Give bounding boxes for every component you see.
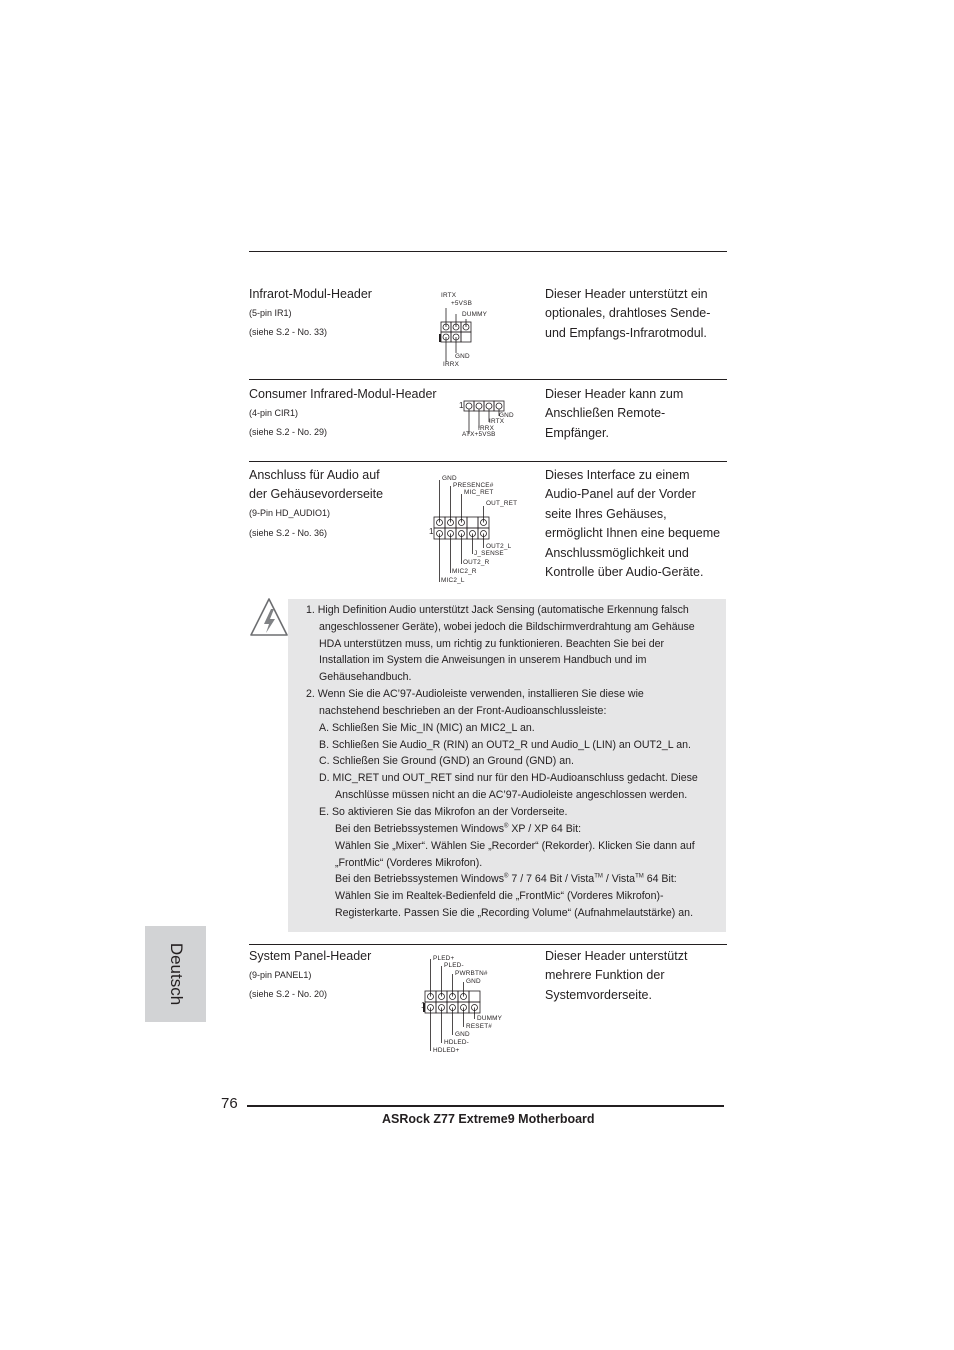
section-title: Consumer Infrared-Modul-Header	[249, 387, 437, 401]
desc-line: ermöglicht Ihnen eine bequeme	[545, 526, 721, 541]
desc-line: Dieser Header kann zum	[545, 387, 684, 401]
desc-line: und Empfangs-Infrarotmodul.	[545, 325, 707, 340]
desc-line: Anschlussmöglichkeit und	[545, 545, 689, 560]
section-divider	[249, 461, 727, 462]
section-title: Infrarot-Modul-Header	[249, 287, 372, 301]
desc-line: mehrere Funktion der	[545, 968, 665, 983]
section-divider	[249, 379, 727, 380]
desc-line: Dieser Header unterstützt ein	[545, 287, 708, 301]
note-line: E. So aktivieren Sie das Mikrofon an der Vorderseite.	[319, 806, 568, 818]
section-ref: (siehe S.2 - No. 36)	[249, 528, 328, 538]
section-title	[249, 466, 383, 504]
note-line: HDA unterstützen muss, um richtig zu funktionieren. Beachten Sie bei der	[319, 638, 665, 650]
pin-label: PLED-	[444, 962, 464, 969]
note-line: 2. Wenn Sie die AC’97-Audioleiste verwenden, installieren Sie diese wie	[306, 688, 644, 700]
note-line: D. MIC_RET und OUT_RET sind nur für den HD-Audioanschluss gedacht. Diese	[319, 772, 698, 784]
section-description	[545, 385, 683, 443]
desc-line: Kontrolle über Audio-Geräte.	[545, 565, 704, 580]
section-description	[545, 285, 710, 343]
note-line: Gehäusehandbuch.	[319, 671, 412, 683]
pin-label: IRTX	[489, 418, 505, 425]
pin-label: HDLED+	[433, 1047, 460, 1054]
pin-label: J_SENSE	[474, 550, 504, 557]
desc-line: Dieses Interface zu einem	[545, 468, 690, 482]
pin-label: GND	[455, 1031, 470, 1038]
pin-label: IRTX	[441, 292, 457, 299]
pin-label: MIC_RET	[464, 489, 494, 496]
pin-label: PLED+	[433, 955, 455, 962]
pin-label: GND	[466, 978, 481, 985]
pin-label: OUT2_L	[486, 543, 512, 550]
pin-label: MIC2_L	[441, 577, 465, 584]
section-description	[545, 466, 720, 582]
note-line: nachstehend beschrieben an der Front-Audioanschlussleiste:	[319, 705, 607, 717]
pin-label: PWRBTN#	[455, 970, 488, 977]
pin-label: OUT2_R	[463, 559, 490, 566]
footer-rule	[247, 1105, 724, 1107]
pin-label: ATX+5VSB	[462, 431, 496, 438]
title-line: der Gehäusevorderseite	[249, 487, 384, 501]
section-ref: (siehe S.2 - No. 33)	[249, 327, 328, 337]
section-description	[545, 947, 687, 1005]
desc-line: optionales, drahtloses Sende-	[545, 306, 711, 321]
note-line: Wählen Sie im Realtek-Bedienfeld die „FrontMic“ (Vorderes Mikrofon)-	[335, 890, 664, 902]
pin-label: HDLED-	[444, 1039, 469, 1046]
pin-label: +5VSB	[451, 300, 473, 307]
pin-label: RESET#	[466, 1023, 493, 1030]
title-line: Anschluss für Audio auf	[249, 468, 380, 482]
note-line: B. Schließen Sie Audio_R (RIN) an OUT2_R und Audio_L (LIN) an OUT2_L an.	[319, 739, 691, 751]
desc-line: Systemvorderseite.	[545, 987, 652, 1002]
top-rule	[249, 251, 727, 252]
desc-line: Empfänger.	[545, 425, 609, 440]
pin-label: IRRX	[478, 425, 495, 432]
pin1-marker: 1	[429, 527, 434, 536]
pin-label: OUT_RET	[486, 500, 518, 507]
note-line: Bei den Betriebssystemen Windows® 7 / 7 64 Bit / Vista™ / Vista™ 64 Bit:	[335, 873, 677, 885]
desc-line: Anschließen Remote-	[545, 406, 666, 421]
section-spec: (5-pin IR1)	[249, 308, 292, 318]
pin-label: DUMMY	[477, 1015, 503, 1022]
product-name: ASRock Z77 Extreme9 Motherboard	[382, 1112, 595, 1126]
note-line: angeschlossener Geräte), wobei jedoch die Bildschirmverdrahtung am Gehäuse	[319, 621, 695, 633]
note-line: Installation im System die Anweisungen in unserem Handbuch und im	[319, 654, 647, 666]
pin-label: PRESENCE#	[453, 482, 494, 489]
pin-label: DUMMY	[462, 311, 488, 318]
language-side-tab	[145, 926, 206, 1022]
desc-line: Dieser Header unterstützt	[545, 949, 688, 963]
section-ref: (siehe S.2 - No. 20)	[249, 989, 328, 999]
note-line: A. Schließen Sie Mic_IN (MIC) an MIC2_L an.	[319, 722, 535, 734]
note-line: C. Schließen Sie Ground (GND) an Ground (GND) an.	[319, 755, 574, 767]
desc-line: Audio-Panel auf der Vorder	[545, 487, 696, 502]
section-spec: (4-pin CIR1)	[249, 408, 299, 418]
pin-label: GND	[499, 412, 514, 419]
note-line: Wählen Sie „Mixer“. Wählen Sie „Recorder“ (Rekorder). Klicken Sie dann auf	[335, 840, 695, 852]
pin-label: MIC2_R	[452, 568, 477, 575]
section-spec: (9-Pin HD_AUDIO1)	[249, 508, 331, 518]
page-number: 76	[221, 1095, 238, 1112]
section-ref: (siehe S.2 - No. 29)	[249, 427, 328, 437]
desc-line: seite Ihres Gehäuses,	[545, 506, 667, 521]
section-spec: (9-pin PANEL1)	[249, 970, 312, 980]
note-line: Registerkarte. Passen Sie die „Recording Volume“ (Aufnahmelautstärke) an.	[335, 907, 694, 919]
pin-label: IRRX	[443, 361, 460, 368]
note-line: Anschlüsse müssen nicht an die AC’97-Audioleiste angeschlossen werden.	[335, 789, 688, 801]
note-box	[288, 599, 726, 932]
pin1-marker: 1	[459, 401, 464, 410]
note-line: Bei den Betriebssystemen Windows® XP / XP 64 Bit:	[335, 823, 582, 835]
warning-lightning-icon	[249, 597, 289, 639]
section-title: System Panel-Header	[249, 949, 372, 963]
language-label: Deutsch	[166, 942, 186, 1006]
note-line: 1. High Definition Audio unterstützt Jack Sensing (automatische Erkennung falsch	[306, 604, 689, 616]
pin1-marker: 1	[421, 1001, 426, 1010]
section-divider	[249, 944, 727, 945]
pin-label: GND	[455, 353, 470, 360]
pin-label: GND	[442, 475, 457, 482]
note-line: „FrontMic“ (Vorderes Mikrofon).	[335, 857, 483, 869]
